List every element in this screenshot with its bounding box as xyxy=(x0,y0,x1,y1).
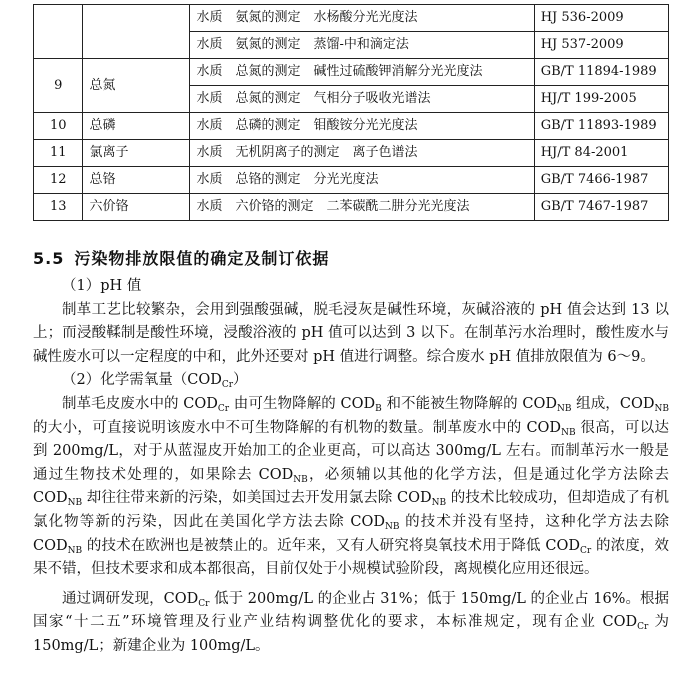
cod-paragraph-1: 制革毛皮废水中的 $COD_{Cr}$ 由可生物降解的 $COD_B$ 和不能被生物降解的 $COD_{NB}$ 组成，$COD_{NB}$ 的大小，可直接说明该废水中不可生物降解的有机物的数量。制革废水中的 $COD_{NB}$ 很高，可以达到 200mg/L，对于从蓝湿皮开始加工的企业更高，可以高达 300mg/L 左右。而制革污水一般是通过生物技术处理的，如果除去 $COD_{NB}$，必须辅以其他的化学方法，但是通过化学方法除去 $COD_{NB}$ 却往往带来新的污染，如美国过去开发用氯去除 $COD_{NB}$ 的技术比较成功，但却造成了有机氯化物等新的污染，因此在美国化学方法去除 $COD_{NB}$ 的技术并没有坚持，这种化学方法去除 $COD_{NB}$ 的技术在欧洲也是被禁止的。近年来，又有人研究将臭氧技术用于降低 $COD_{Cr}$ 的浓度，效果不错，但技术要求和成本都很高，目前仅处于小规模试验阶段，离规模化应用还很远。 xyxy=(33,395,670,578)
table-row xyxy=(34,59,669,86)
method-cell: 水质 氨氮的测定 水杨酸分光光度法 xyxy=(190,5,534,32)
body-text xyxy=(33,275,669,659)
ph-heading: （1）pH 值 xyxy=(62,278,142,294)
method-cell: 水质 六价铬的测定 二苯碳酰二肼分光光度法 xyxy=(190,194,534,221)
standard-number-cell: GB/T 7467-1987 xyxy=(534,194,668,221)
method-cell: 水质 总氮的测定 碱性过硫酸钾消解分光光度法 xyxy=(190,59,534,86)
analysis-method-table xyxy=(33,4,669,221)
standard-number-cell: HJ/T 84-2001 xyxy=(534,140,668,167)
section-heading xyxy=(33,246,339,269)
ph-paragraph: 制革工艺比较繁杂，会用到强酸强碱，脱毛浸灰是碱性环境，灰碱浴液的 pH 值会达到 13 以上；而浸酸鞣制是酸性环境，浸酸浴液的 pH 值可以达到 3 以下。在制革污水治理时，酸性废水与碱性废水可以一定程度的中和，此外还要对 pH 值进行调整。综合废水 pH 值排放限值为 6～9。 xyxy=(33,301,669,365)
method-cell: 水质 氨氮的测定 蒸馏-中和滴定法 xyxy=(190,32,534,59)
standard-number-cell: GB/T 11894-1989 xyxy=(534,59,668,86)
row-number-cell: 11 xyxy=(34,140,83,167)
method-cell: 水质 总磷的测定 钼酸铵分光光度法 xyxy=(190,113,534,140)
cod-heading: （2）化学需氧量$(COD_{Cr})$ xyxy=(62,372,248,391)
row-number-cell: 9 xyxy=(34,59,83,113)
row-number-cell xyxy=(34,5,83,59)
pollutant-item-cell: 总磷 xyxy=(83,113,190,140)
section-number: 5.5 xyxy=(33,249,65,268)
pollutant-item-cell: 总氮 xyxy=(83,59,190,113)
pollutant-item-cell: 氯离子 xyxy=(83,140,190,167)
standard-number-cell: HJ/T 199-2005 xyxy=(534,86,668,113)
row-number-cell: 10 xyxy=(34,113,83,140)
row-number-cell: 13 xyxy=(34,194,83,221)
table-row xyxy=(34,194,669,221)
table-row xyxy=(34,167,669,194)
standard-number-cell: GB/T 11893-1989 xyxy=(534,113,668,140)
row-number-cell: 12 xyxy=(34,167,83,194)
method-cell: 水质 无机阴离子的测定 离子色谱法 xyxy=(190,140,534,167)
pollutant-item-cell: 六价铬 xyxy=(83,194,190,221)
cod-paragraph-2: 通过调研发现，$COD_{Cr}$ 低于 200mg/L 的企业占 31%；低于 150mg/L 的企业占 16%。根据国家“十二五”环境管理及行业产业结构调整优化的要求，本标准规定，现有企业 $COD_{Cr}$ 为 150mg/L；新建企业为 100mg/L。 xyxy=(33,590,669,654)
table-row xyxy=(34,113,669,140)
standard-number-cell: HJ 537-2009 xyxy=(534,32,668,59)
standard-number-cell: GB/T 7466-1987 xyxy=(534,167,668,194)
pollutant-item-cell xyxy=(83,5,190,59)
method-cell: 水质 总铬的测定 分光光度法 xyxy=(190,167,534,194)
table-row xyxy=(34,5,669,32)
table-row xyxy=(34,140,669,167)
pollutant-item-cell: 总铬 xyxy=(83,167,190,194)
section-title: 污染物排放限值的确定及制订依据 xyxy=(74,249,330,268)
method-cell: 水质 总氮的测定 气相分子吸收光谱法 xyxy=(190,86,534,113)
standard-number-cell: HJ 536-2009 xyxy=(534,5,668,32)
